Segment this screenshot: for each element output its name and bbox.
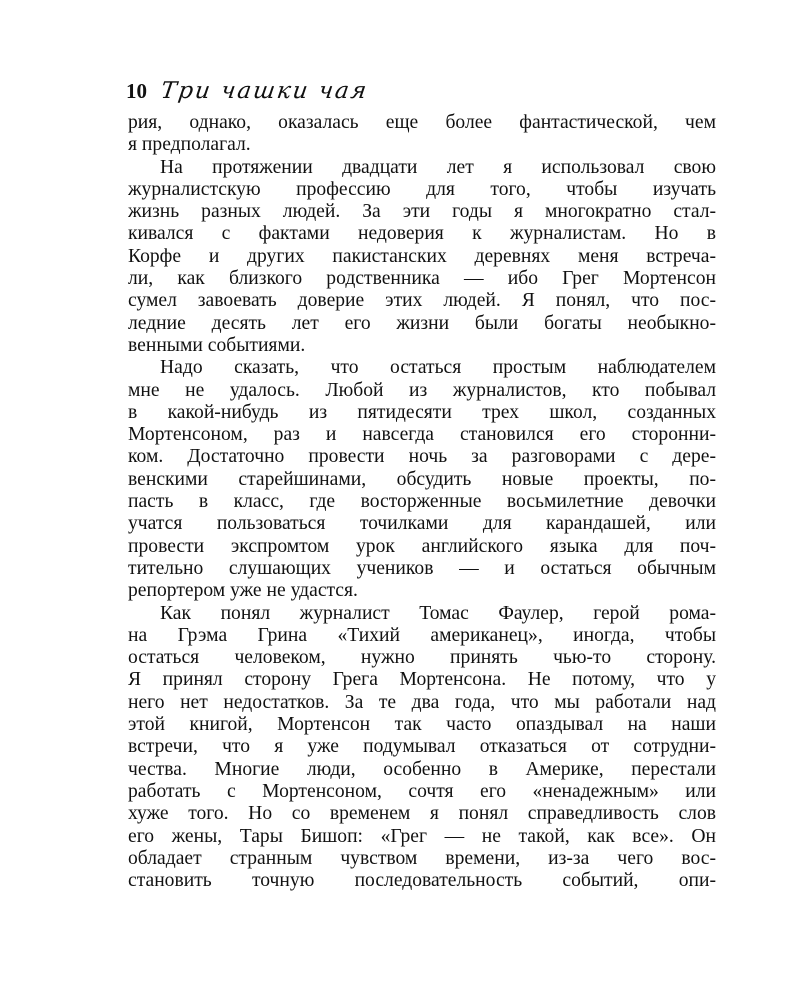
text-line: венными событиями. — [128, 334, 306, 356]
body-text — [128, 112, 716, 892]
running-head — [126, 78, 368, 108]
text-line: журналистскую профессию для того, чтобы изучать — [128, 178, 716, 200]
text-line: рия, однако, оказалась еще более фантастической, чем — [128, 112, 716, 133]
text-line: учатся пользоваться точилками для карандашей, или — [128, 513, 716, 535]
text-line: я предполагал. — [128, 134, 251, 156]
text-line: встречи, что я уже подумывал отказаться от сотрудни- — [128, 736, 716, 758]
text-line: становить точную последовательность событий, опи- — [128, 870, 716, 892]
text-line: На протяжении двадцати лет я использовал свою — [160, 156, 716, 178]
text-line: жизнь разных людей. За эти годы я многократно стал- — [128, 201, 716, 223]
text-line: его жены, Тары Бишоп: «Грег — не такой, как все». Он — [128, 825, 716, 847]
text-line: Надо сказать, что остаться простым наблюдателем — [160, 357, 716, 379]
text-line: тительно слушающих учеников — и остаться обычным — [128, 557, 716, 579]
text-line: Мортенсоном, раз и навсегда становился его сторонни- — [128, 424, 716, 446]
text-line: венскими старейшинами, обсудить новые проекты, по- — [128, 468, 716, 490]
text-line: кивался с фактами недоверия к журналистам. Но в — [128, 223, 716, 245]
text-line: Корфе и других пакистанских деревнях меня встреча- — [128, 245, 716, 267]
text-line: этой книгой, Мортенсон так часто опаздывал на наши — [128, 714, 716, 736]
text-line: репортером уже не удастся. — [128, 580, 358, 602]
book-title: Три чашки чая — [159, 78, 370, 104]
text-line: Как понял журналист Томас Фаулер, герой рома- — [160, 602, 716, 624]
text-line: обладает странным чувством времени, из-за чего вос- — [128, 847, 716, 869]
text-line: него нет недостатков. За те два года, что мы работали над — [128, 691, 716, 713]
text-line: сумел завоевать доверие этих людей. Я понял, что пос- — [128, 290, 716, 312]
text-line: провести экспромтом урок английского языка для поч- — [128, 535, 716, 557]
text-line: Я принял сторону Грега Мортенсона. Не потому, что у — [128, 669, 716, 691]
text-line: ледние десять лет его жизни были богаты необыкно- — [128, 312, 716, 334]
text-line: пасть в класс, где восторженные восьмилетние девочки — [128, 491, 716, 513]
text-line: ли, как близкого родственника — ибо Грег Мортенсон — [128, 268, 716, 290]
text-line: работать с Мортенсоном, сочтя его «ненадежным» или — [128, 780, 716, 802]
text-line: в какой-нибудь из пятидесяти трех школ, созданных — [128, 401, 716, 423]
page-number: 10 — [126, 79, 147, 103]
text-line: чества. Многие люди, особенно в Америке, перестали — [128, 758, 716, 780]
text-line: мне не удалось. Любой из журналистов, кто побывал — [128, 379, 716, 401]
text-line: ком. Достаточно провести ночь за разговорами с дере- — [128, 446, 716, 468]
text-line: на Грэма Грина «Тихий американец», иногда, чтобы — [128, 624, 716, 646]
text-line: хуже того. Но со временем я понял справедливость слов — [128, 803, 716, 825]
text-line: остаться человеком, нужно принять чью-то сторону. — [128, 647, 716, 669]
